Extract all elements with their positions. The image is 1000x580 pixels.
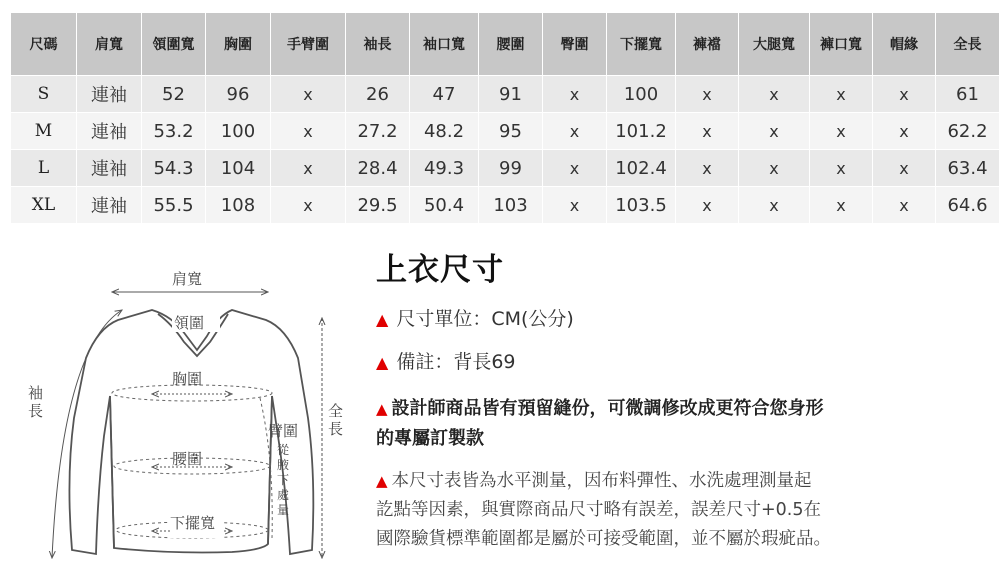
table-cell: x xyxy=(676,150,738,186)
table-cell: x xyxy=(543,150,606,186)
table-cell: 104 xyxy=(206,150,270,186)
label-armpit-2: 腋 xyxy=(277,458,290,472)
table-cell: x xyxy=(271,113,345,149)
table-cell: x xyxy=(739,150,809,186)
label-hem: 下擺寬 xyxy=(170,514,216,532)
col-header-hood: 帽緣 xyxy=(873,13,935,75)
table-cell: x xyxy=(676,76,738,112)
col-header-collar: 領圍寬 xyxy=(142,13,205,75)
label-collar: 領圍 xyxy=(174,314,205,332)
triangle-icon: ▲ xyxy=(376,310,389,329)
triangle-icon: ▲ xyxy=(376,353,389,372)
table-cell: 61 xyxy=(936,76,999,112)
table-cell: 53.2 xyxy=(142,113,205,149)
col-header-thigh: 大腿寬 xyxy=(739,13,809,75)
table-cell: 108 xyxy=(206,187,270,223)
table-cell: 64.6 xyxy=(936,187,999,223)
reserve-text-1: 設計師商品皆有預留縫份，可微調修改成更符合您身形 xyxy=(391,398,824,419)
col-header-cuff: 袖口寬 xyxy=(410,13,478,75)
table-cell: 55.5 xyxy=(142,187,205,223)
table-cell: 103 xyxy=(479,187,542,223)
table-cell: 47 xyxy=(410,76,478,112)
reserve-paragraph xyxy=(376,394,986,453)
col-header-waist: 腰圍 xyxy=(479,13,542,75)
col-header-size: 尺碼 xyxy=(11,13,76,75)
table-cell: x xyxy=(810,150,872,186)
table-cell: 101.2 xyxy=(607,113,675,149)
table-cell: 連袖 xyxy=(77,113,141,149)
table-cell-size: L xyxy=(11,150,76,186)
table-cell: 54.3 xyxy=(142,150,205,186)
table-row xyxy=(11,76,999,112)
table-cell: 50.4 xyxy=(410,187,478,223)
table-cell: x xyxy=(810,76,872,112)
col-header-sleeve: 袖長 xyxy=(346,13,409,75)
table-cell: x xyxy=(739,76,809,112)
triangle-icon: ▲ xyxy=(376,400,388,418)
label-armpit-5: 量 xyxy=(277,503,290,517)
table-cell: 28.4 xyxy=(346,150,409,186)
table-cell: x xyxy=(739,187,809,223)
table-cell: x xyxy=(543,76,606,112)
table-row xyxy=(11,187,999,223)
table-row xyxy=(11,150,999,186)
size-table xyxy=(10,12,1000,224)
label-waist: 腰圍 xyxy=(172,450,203,468)
table-cell: x xyxy=(873,76,935,112)
measure-text-1: 本尺寸表皆為水平測量，因布料彈性、水洗處理測量起 xyxy=(391,471,812,491)
table-cell: 27.2 xyxy=(346,113,409,149)
table-cell: x xyxy=(543,187,606,223)
table-cell: 連袖 xyxy=(77,150,141,186)
measure-line-3: 國際驗貨標準範圍都是屬於可接受範圍，並不屬於瑕疵品。 xyxy=(376,529,831,549)
col-header-leg-opening: 褲口寬 xyxy=(810,13,872,75)
col-header-chest: 胸圍 xyxy=(206,13,270,75)
label-shoulder: 肩寬 xyxy=(172,270,203,288)
table-cell: 連袖 xyxy=(77,76,141,112)
unit-text: 尺寸單位：CM(公分) xyxy=(396,308,574,330)
table-cell: 103.5 xyxy=(607,187,675,223)
measure-line-1 xyxy=(376,467,986,496)
measure-line-2: 訖點等因素，與實際商品尺寸略有誤差，誤差尺寸+0.5在 xyxy=(376,500,821,520)
table-cell: x xyxy=(271,187,345,223)
col-header-shoulder: 肩寬 xyxy=(77,13,141,75)
table-cell: 100 xyxy=(607,76,675,112)
col-header-length: 全長 xyxy=(936,13,999,75)
label-armpit-4: 處 xyxy=(277,488,290,502)
table-cell: x xyxy=(676,187,738,223)
table-row xyxy=(11,113,999,149)
col-header-hip: 臀圍 xyxy=(543,13,606,75)
table-cell: 連袖 xyxy=(77,187,141,223)
table-cell: 29.5 xyxy=(346,187,409,223)
col-header-arm: 手臂圍 xyxy=(271,13,345,75)
table-cell: x xyxy=(810,187,872,223)
table-cell: x xyxy=(271,150,345,186)
note-text: 備註：背長69 xyxy=(396,351,516,373)
label-length-2: 長 xyxy=(328,420,344,438)
table-cell: 99 xyxy=(479,150,542,186)
garment-diagram xyxy=(22,258,372,576)
table-cell: 52 xyxy=(142,76,205,112)
table-cell: 63.4 xyxy=(936,150,999,186)
col-header-hem: 下擺寬 xyxy=(607,13,675,75)
label-sleeve-1: 袖 xyxy=(28,384,44,402)
table-cell: 102.4 xyxy=(607,150,675,186)
table-cell: x xyxy=(873,187,935,223)
table-cell: 91 xyxy=(479,76,542,112)
table-cell: x xyxy=(810,113,872,149)
table-cell: x xyxy=(271,76,345,112)
table-cell: 96 xyxy=(206,76,270,112)
measure-paragraph xyxy=(376,467,986,554)
page-title: 上衣尺寸 xyxy=(376,252,504,288)
table-cell: 100 xyxy=(206,113,270,149)
table-cell-size: XL xyxy=(11,187,76,223)
label-length-1: 全 xyxy=(328,402,344,420)
triangle-icon: ▲ xyxy=(376,472,388,490)
col-header-crotch: 褲襠 xyxy=(676,13,738,75)
table-header-row xyxy=(11,13,999,75)
label-chest: 胸圍 xyxy=(172,370,203,388)
table-cell: x xyxy=(873,150,935,186)
unit-line xyxy=(376,306,986,333)
table-cell: 49.3 xyxy=(410,150,478,186)
table-cell: x xyxy=(543,113,606,149)
label-armpit-1: 從 xyxy=(277,443,290,457)
table-cell: x xyxy=(676,113,738,149)
label-sleeve-2: 長 xyxy=(28,402,44,420)
table-cell: x xyxy=(739,113,809,149)
reserve-line-2: 的專屬訂製款 xyxy=(376,428,484,449)
note-line xyxy=(376,349,986,376)
table-cell-size: M xyxy=(11,113,76,149)
table-cell: 62.2 xyxy=(936,113,999,149)
table-cell: 95 xyxy=(479,113,542,149)
table-cell: 26 xyxy=(346,76,409,112)
table-cell: x xyxy=(873,113,935,149)
label-arm: 臂圍 xyxy=(268,422,299,440)
size-info xyxy=(376,250,986,554)
reserve-line-1 xyxy=(376,394,986,424)
label-armpit-3: 下 xyxy=(277,473,290,487)
table-cell-size: S xyxy=(11,76,76,112)
table-cell: 48.2 xyxy=(410,113,478,149)
